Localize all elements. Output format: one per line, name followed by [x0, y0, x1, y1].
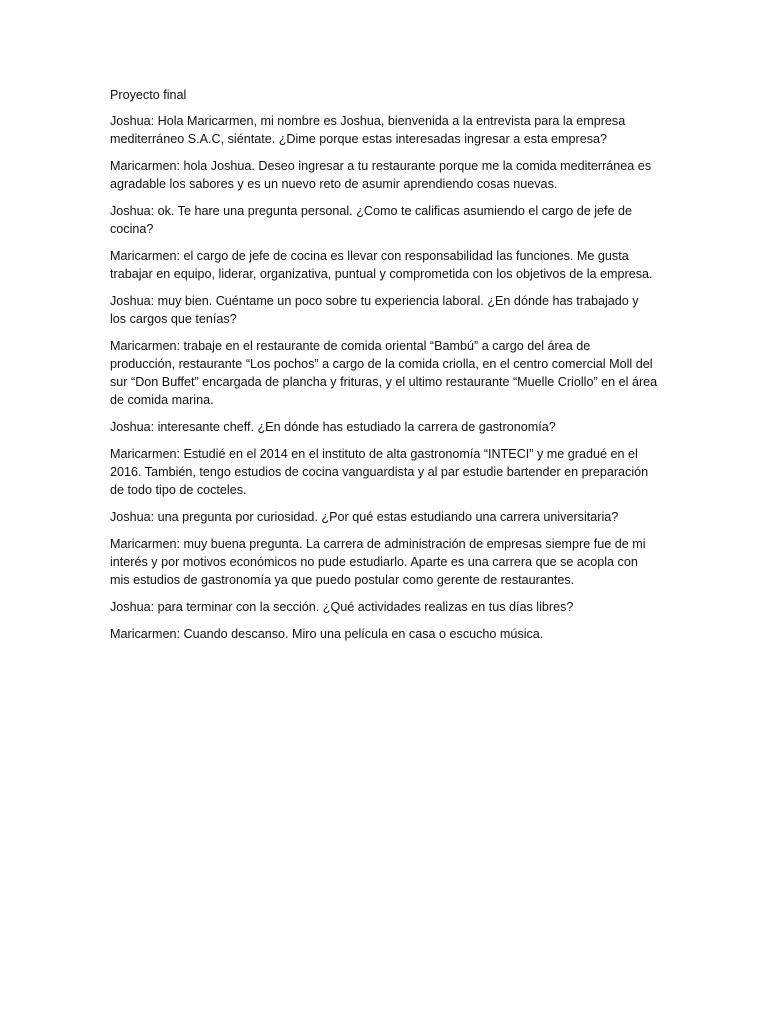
- dialogue-paragraph-2: Maricarmen: hola Joshua. Deseo ingresar a tu restaurante porque me la comida mediterránea es agradable los sabores y es un nuevo reto de asumir aprendiendo cosas nuevas.: [110, 159, 652, 191]
- dialogue-paragraph-12: Maricarmen: Cuando descanso. Miro una película en casa o escucho música.: [110, 627, 544, 641]
- dialogue-paragraph-1: Joshua: Hola Maricarmen, mi nombre es Joshua, bienvenida a la entrevista para la empresa mediterráneo S.A.C, siéntate. ¿Dime porque estas interesadas ingresar a esta empresa?: [110, 114, 626, 146]
- dialogue-paragraph-11: Joshua: para terminar con la sección. ¿Qué actividades realizas en tus días libres?: [110, 600, 574, 614]
- dialogue-paragraph-9: Joshua: una pregunta por curiosidad. ¿Por qué estas estudiando una carrera universitaria?: [110, 510, 619, 524]
- document-page: [110, 86, 658, 652]
- dialogue-paragraph-4: Maricarmen: el cargo de jefe de cocina es llevar con responsabilidad las funciones. Me gusta trabajar en equipo, liderar, organizativa, puntual y comprometida con los objetivos de la empresa.: [110, 249, 653, 281]
- dialogue-paragraph-6: Maricarmen: trabaje en el restaurante de comida oriental “Bambú” a cargo del área de producción, restaurante “Los pochos” a cargo de la comida criolla, en el centro comercial Moll del sur “Don Buffet” encargada de plancha y frituras, y el ultimo restaurante “Muelle Criollo” en el área de comida marina.: [110, 339, 658, 407]
- dialogue-paragraph-7: Joshua: interesante cheff. ¿En dónde has estudiado la carrera de gastronomía?: [110, 420, 556, 434]
- document-title: Proyecto final: [110, 88, 187, 102]
- dialogue-paragraph-3: Joshua: ok. Te hare una pregunta personal. ¿Como te calificas asumiendo el cargo de jefe de cocina?: [110, 204, 633, 236]
- dialogue-paragraph-8: Maricarmen: Estudié en el 2014 en el instituto de alta gastronomía “INTECI” y me gradué en el 2016. También, tengo estudios de cocina vanguardista y al par estudie bartender en preparación de todo tipo de cocteles.: [110, 447, 649, 497]
- dialogue-paragraph-5: Joshua: muy bien. Cuéntame un poco sobre tu experiencia laboral. ¿En dónde has trabajado y los cargos que tenías?: [110, 294, 639, 326]
- dialogue-paragraph-10: Maricarmen: muy buena pregunta. La carrera de administración de empresas siempre fue de mi interés y por motivos económicos no pude estudiarlo. Aparte es una carrera que se acopla con mis estudios de gastronomía ya que puedo postular como gerente de restaurantes.: [110, 537, 646, 587]
